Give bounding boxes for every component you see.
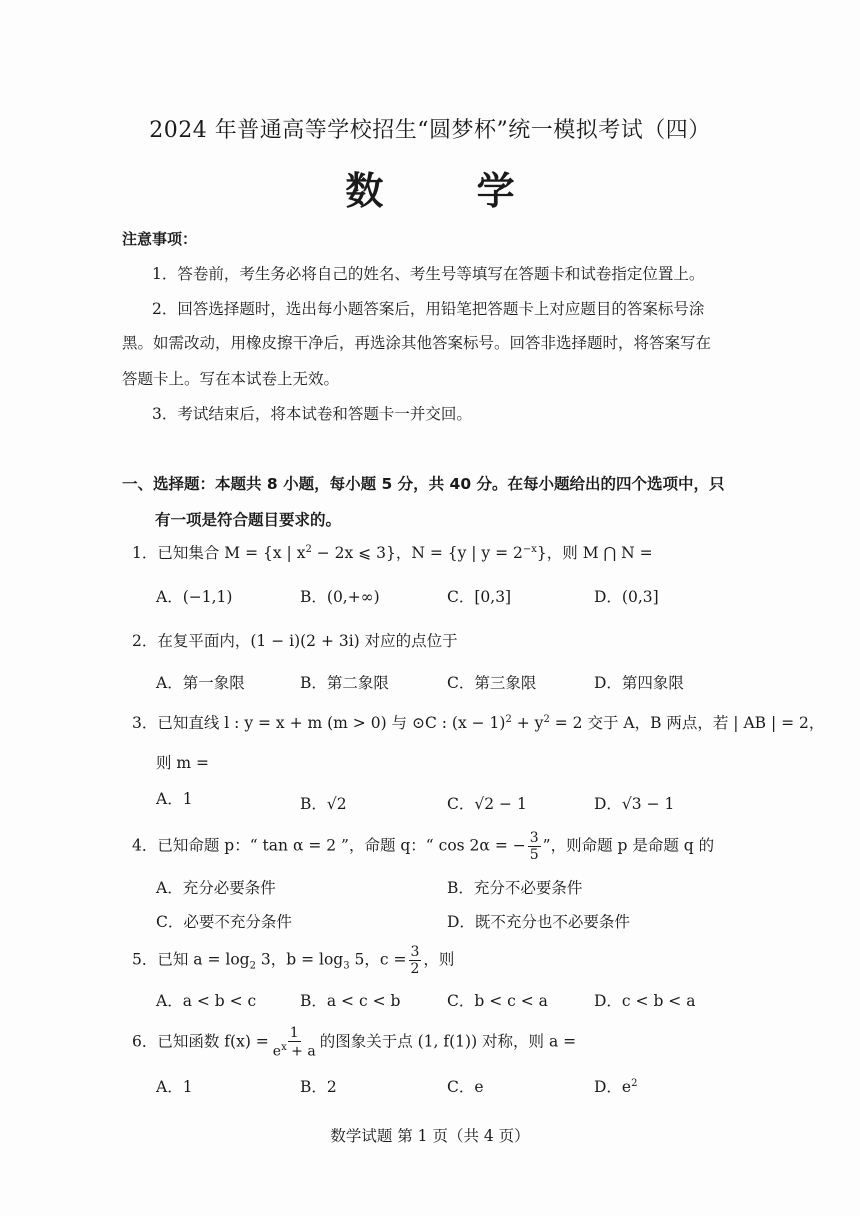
q1-stem-part: }，则 M ⋂ N = xyxy=(536,544,653,562)
q5-subscript: 3 xyxy=(343,960,350,972)
q4-option-b: B．充分不必要条件 xyxy=(447,879,583,897)
notice-item-3: 3．考试结束后，将本试卷和答题卡一并交回。 xyxy=(152,405,472,423)
q1-option-a: A．(−1,1) xyxy=(156,588,233,606)
q6-frac-num: 1 xyxy=(289,1025,299,1041)
q4-stem-part: ”，则命题 p 是命题 q 的 xyxy=(542,836,715,855)
q2-option-d: D．第四象限 xyxy=(594,674,684,692)
q1-stem-part: M = {x | x xyxy=(224,544,306,562)
q6-superscript: x xyxy=(281,1042,287,1054)
q3-stem-part: + y xyxy=(511,714,544,732)
q3-option-d: D．√3 − 1 xyxy=(594,795,675,813)
q3-stem-part: 3．已知直线 l : y = x + m (m > 0) 与 ⊙C : (x − 1) xyxy=(132,714,506,732)
q6-stem-part: 6．已知函数 f(x) = xyxy=(132,1032,269,1051)
q6-option-c: C．e xyxy=(447,1078,484,1096)
q6-stem-part: 的图象关于点 (1, f(1)) 对称，则 a = xyxy=(319,1032,577,1051)
q5-option-b: B．a < c < b xyxy=(300,992,401,1010)
question-2-stem: 2．在复平面内，(1 − i)(2 + 3i) 对应的点位于 xyxy=(132,632,458,650)
q3-option-b: B．√2 xyxy=(300,795,347,813)
q3-option-a: A．1 xyxy=(156,790,193,808)
q5-fraction xyxy=(409,944,422,977)
q3-stem-part: = 2 交于 A，B 两点，若 | AB | = 2， xyxy=(549,714,825,732)
section-1-heading-line-1: 一、选择题：本题共 8 小题，每小题 5 分，共 40 分。在每小题给出的四个选项中，只 xyxy=(122,475,725,493)
q4-stem-part: 4．已知命题 p：“ tan α = 2 ”，命题 q：“ cos 2α = − xyxy=(132,836,526,855)
notice-item-2-line-2: 黑。如需改动，用橡皮擦干净后，再选涂其他答案标号。回答非选择题时，将答案写在 xyxy=(122,334,712,352)
q1-stem-part: N = {y | y = 2 xyxy=(411,544,523,562)
q6-frac-den xyxy=(271,1042,318,1060)
q1-stem-part: − 2x ⩽ 3}， xyxy=(311,544,412,562)
question-1-stem xyxy=(132,541,653,563)
subject-title: 数 学 xyxy=(345,168,555,213)
notice-heading: 注意事项： xyxy=(122,230,198,248)
q5-stem-part: 5．已知 a = log xyxy=(132,950,250,969)
q4-option-d: D．既不充分也不必要条件 xyxy=(447,913,630,931)
q5-stem-part: 5，c = xyxy=(349,950,407,969)
question-4-stem xyxy=(132,830,714,863)
q5-option-c: C．b < c < a xyxy=(447,992,548,1010)
page-footer: 数学试题 第 1 页（共 4 页） xyxy=(330,1127,530,1145)
q5-option-d: D．c < b < a xyxy=(594,992,696,1010)
q4-option-c: C．必要不充分条件 xyxy=(156,913,292,931)
q6-option-b: B．2 xyxy=(300,1078,337,1096)
q3-superscript: 2 xyxy=(543,713,550,725)
question-3-stem-line-2: 则 m = xyxy=(156,754,210,772)
q1-option-d: D．(0,3] xyxy=(594,588,659,606)
q5-subscript: 2 xyxy=(249,960,256,972)
q6-frac-den-part: e xyxy=(272,1043,282,1060)
notice-item-2-line-3: 答题卡上。写在本试卷上无效。 xyxy=(122,370,340,388)
q6-frac-den-part: + a xyxy=(286,1043,316,1060)
q1-stem-part: 1．已知集合 xyxy=(132,544,225,562)
q5-stem-part: 3，b = log xyxy=(255,950,344,969)
question-6-stem xyxy=(132,1025,576,1060)
q3-option-c: C．√2 − 1 xyxy=(447,795,527,813)
q2-option-c: C．第三象限 xyxy=(447,674,537,692)
q6-option-d xyxy=(594,1075,637,1097)
q4-option-a: A．充分必要条件 xyxy=(156,879,276,897)
q1-superscript: 2 xyxy=(305,543,312,555)
q1-option-c: C．[0,3] xyxy=(447,588,512,606)
notice-item-2-line-1: 2．回答选择题时，选出每小题答案后，用铅笔把答题卡上对应题目的答案标号涂 xyxy=(152,300,705,318)
question-3-stem xyxy=(132,711,824,733)
q2-option-a: A．第一象限 xyxy=(156,674,245,692)
q5-frac-num: 3 xyxy=(410,944,420,960)
q2-option-b: B．第二象限 xyxy=(300,674,389,692)
section-1-heading-line-2: 有一项是符合题目要求的。 xyxy=(155,511,342,529)
q6-option-a: A．1 xyxy=(156,1078,193,1096)
q4-frac-den: 5 xyxy=(529,847,539,864)
q5-option-a: A．a < b < c xyxy=(156,992,257,1010)
q4-frac-num: 3 xyxy=(529,830,539,846)
q6-option-d-text: D．e xyxy=(594,1078,632,1096)
q5-stem-part: ，则 xyxy=(423,950,455,969)
q3-superscript: 2 xyxy=(505,713,512,725)
q5-frac-den: 2 xyxy=(410,961,420,978)
exam-title: 2024 年普通高等学校招生“圆梦杯”统一模拟考试（四） xyxy=(149,118,711,143)
q1-option-b: B．(0,+∞) xyxy=(300,588,380,606)
q6-option-d-superscript: 2 xyxy=(631,1077,638,1089)
question-5-stem xyxy=(132,944,454,977)
q6-fraction xyxy=(271,1025,318,1060)
notice-item-1: 1．答卷前，考生务必将自己的姓名、考生号等填写在答题卡和试卷指定位置上。 xyxy=(152,265,705,283)
q1-superscript: −x xyxy=(522,543,537,555)
q4-fraction xyxy=(528,830,541,863)
